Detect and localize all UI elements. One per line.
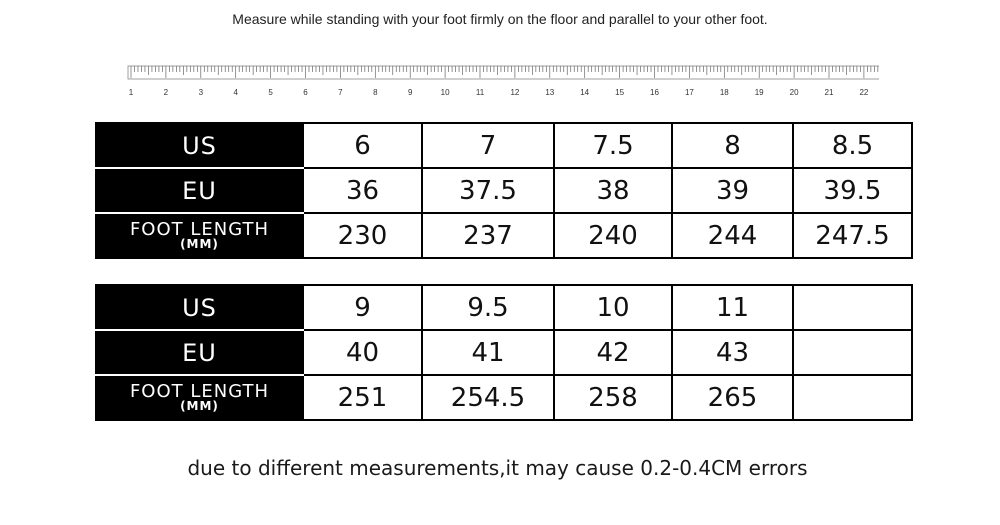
ruler-label: 3 (198, 88, 204, 97)
us-size-cell: 7.5 (554, 123, 672, 168)
eu-size-cell: 39 (672, 168, 793, 213)
foot-length-cell: 244 (672, 213, 793, 258)
foot-length-cell: 251 (303, 375, 422, 420)
ruler-label: 18 (719, 88, 729, 97)
foot-length-cell: 240 (554, 213, 672, 258)
eu-size-row (96, 168, 912, 213)
us-header: US (96, 123, 303, 168)
ruler-label: 1 (128, 88, 134, 97)
ruler-label: 6 (303, 88, 308, 97)
foot-length-header (96, 375, 303, 420)
us-size-cell: 8 (672, 123, 793, 168)
foot-length-row (96, 375, 912, 420)
foot-length-cell: 230 (303, 213, 422, 258)
us-header: US (96, 285, 303, 330)
ruler-label: 8 (373, 88, 378, 97)
foot-length-header (96, 213, 303, 258)
foot-length-cell: 254.5 (422, 375, 554, 420)
eu-size-cell: 43 (672, 330, 793, 375)
us-size-cell: 7 (422, 123, 554, 168)
ruler-label: 9 (407, 88, 413, 97)
eu-size-cell: 38 (554, 168, 672, 213)
measure-instruction: Measure while standing with your foot firmly on the floor and parallel to your other foot. (232, 11, 768, 27)
ruler-label: 7 (338, 88, 343, 97)
ruler-label: 19 (754, 88, 764, 97)
foot-length-cell: 247.5 (793, 213, 912, 258)
eu-size-cell: 36 (303, 168, 422, 213)
us-size-cell: 10 (554, 285, 672, 330)
ruler-label: 2 (163, 88, 169, 97)
measuring-ruler (127, 64, 879, 100)
foot-length-unit: (MM) (180, 237, 219, 251)
us-size-cell: 8.5 (793, 123, 912, 168)
eu-size-cell: 41 (422, 330, 554, 375)
ruler-label: 21 (824, 88, 834, 97)
eu-size-cell: 37.5 (422, 168, 554, 213)
ruler-label: 10 (440, 88, 450, 97)
us-size-cell: 9.5 (422, 285, 554, 330)
ruler-label: 12 (510, 88, 520, 97)
eu-size-cell: 40 (303, 330, 422, 375)
ruler-graphic (127, 64, 879, 100)
us-size-cell: 9 (303, 285, 422, 330)
ruler-label: 22 (859, 88, 869, 97)
empty-cell (793, 330, 912, 375)
ruler-label: 17 (684, 88, 694, 97)
eu-header: EU (96, 330, 303, 375)
foot-length-cell: 265 (672, 375, 793, 420)
eu-size-cell: 42 (554, 330, 672, 375)
ruler-label: 11 (475, 88, 485, 97)
foot-length-cell: 258 (554, 375, 672, 420)
ruler-label: 16 (650, 88, 659, 97)
ruler-label: 4 (233, 88, 238, 97)
ruler-label: 5 (268, 88, 273, 97)
eu-header: EU (96, 168, 303, 213)
measurement-error-note: due to different measurements,it may cause 0.2-0.4CM errors (187, 456, 808, 480)
ruler-label: 14 (580, 88, 590, 97)
us-size-row (96, 285, 912, 330)
foot-length-unit: (MM) (180, 399, 219, 413)
eu-size-cell: 39.5 (793, 168, 912, 213)
us-size-cell: 11 (672, 285, 793, 330)
foot-length-label: FOOT LENGTH (129, 219, 270, 240)
ruler-label: 20 (789, 88, 799, 97)
foot-length-cell: 237 (422, 213, 554, 258)
eu-size-row (96, 330, 912, 375)
us-size-cell: 6 (303, 123, 422, 168)
foot-length-label: FOOT LENGTH (129, 381, 270, 402)
empty-cell (793, 285, 912, 330)
size-chart-table-1 (95, 122, 913, 259)
ruler-label: 15 (615, 88, 625, 97)
us-size-row (96, 123, 912, 168)
empty-cell (793, 375, 912, 420)
size-chart-table-2 (95, 284, 913, 421)
foot-length-row (96, 213, 912, 258)
ruler-label: 13 (545, 88, 555, 97)
